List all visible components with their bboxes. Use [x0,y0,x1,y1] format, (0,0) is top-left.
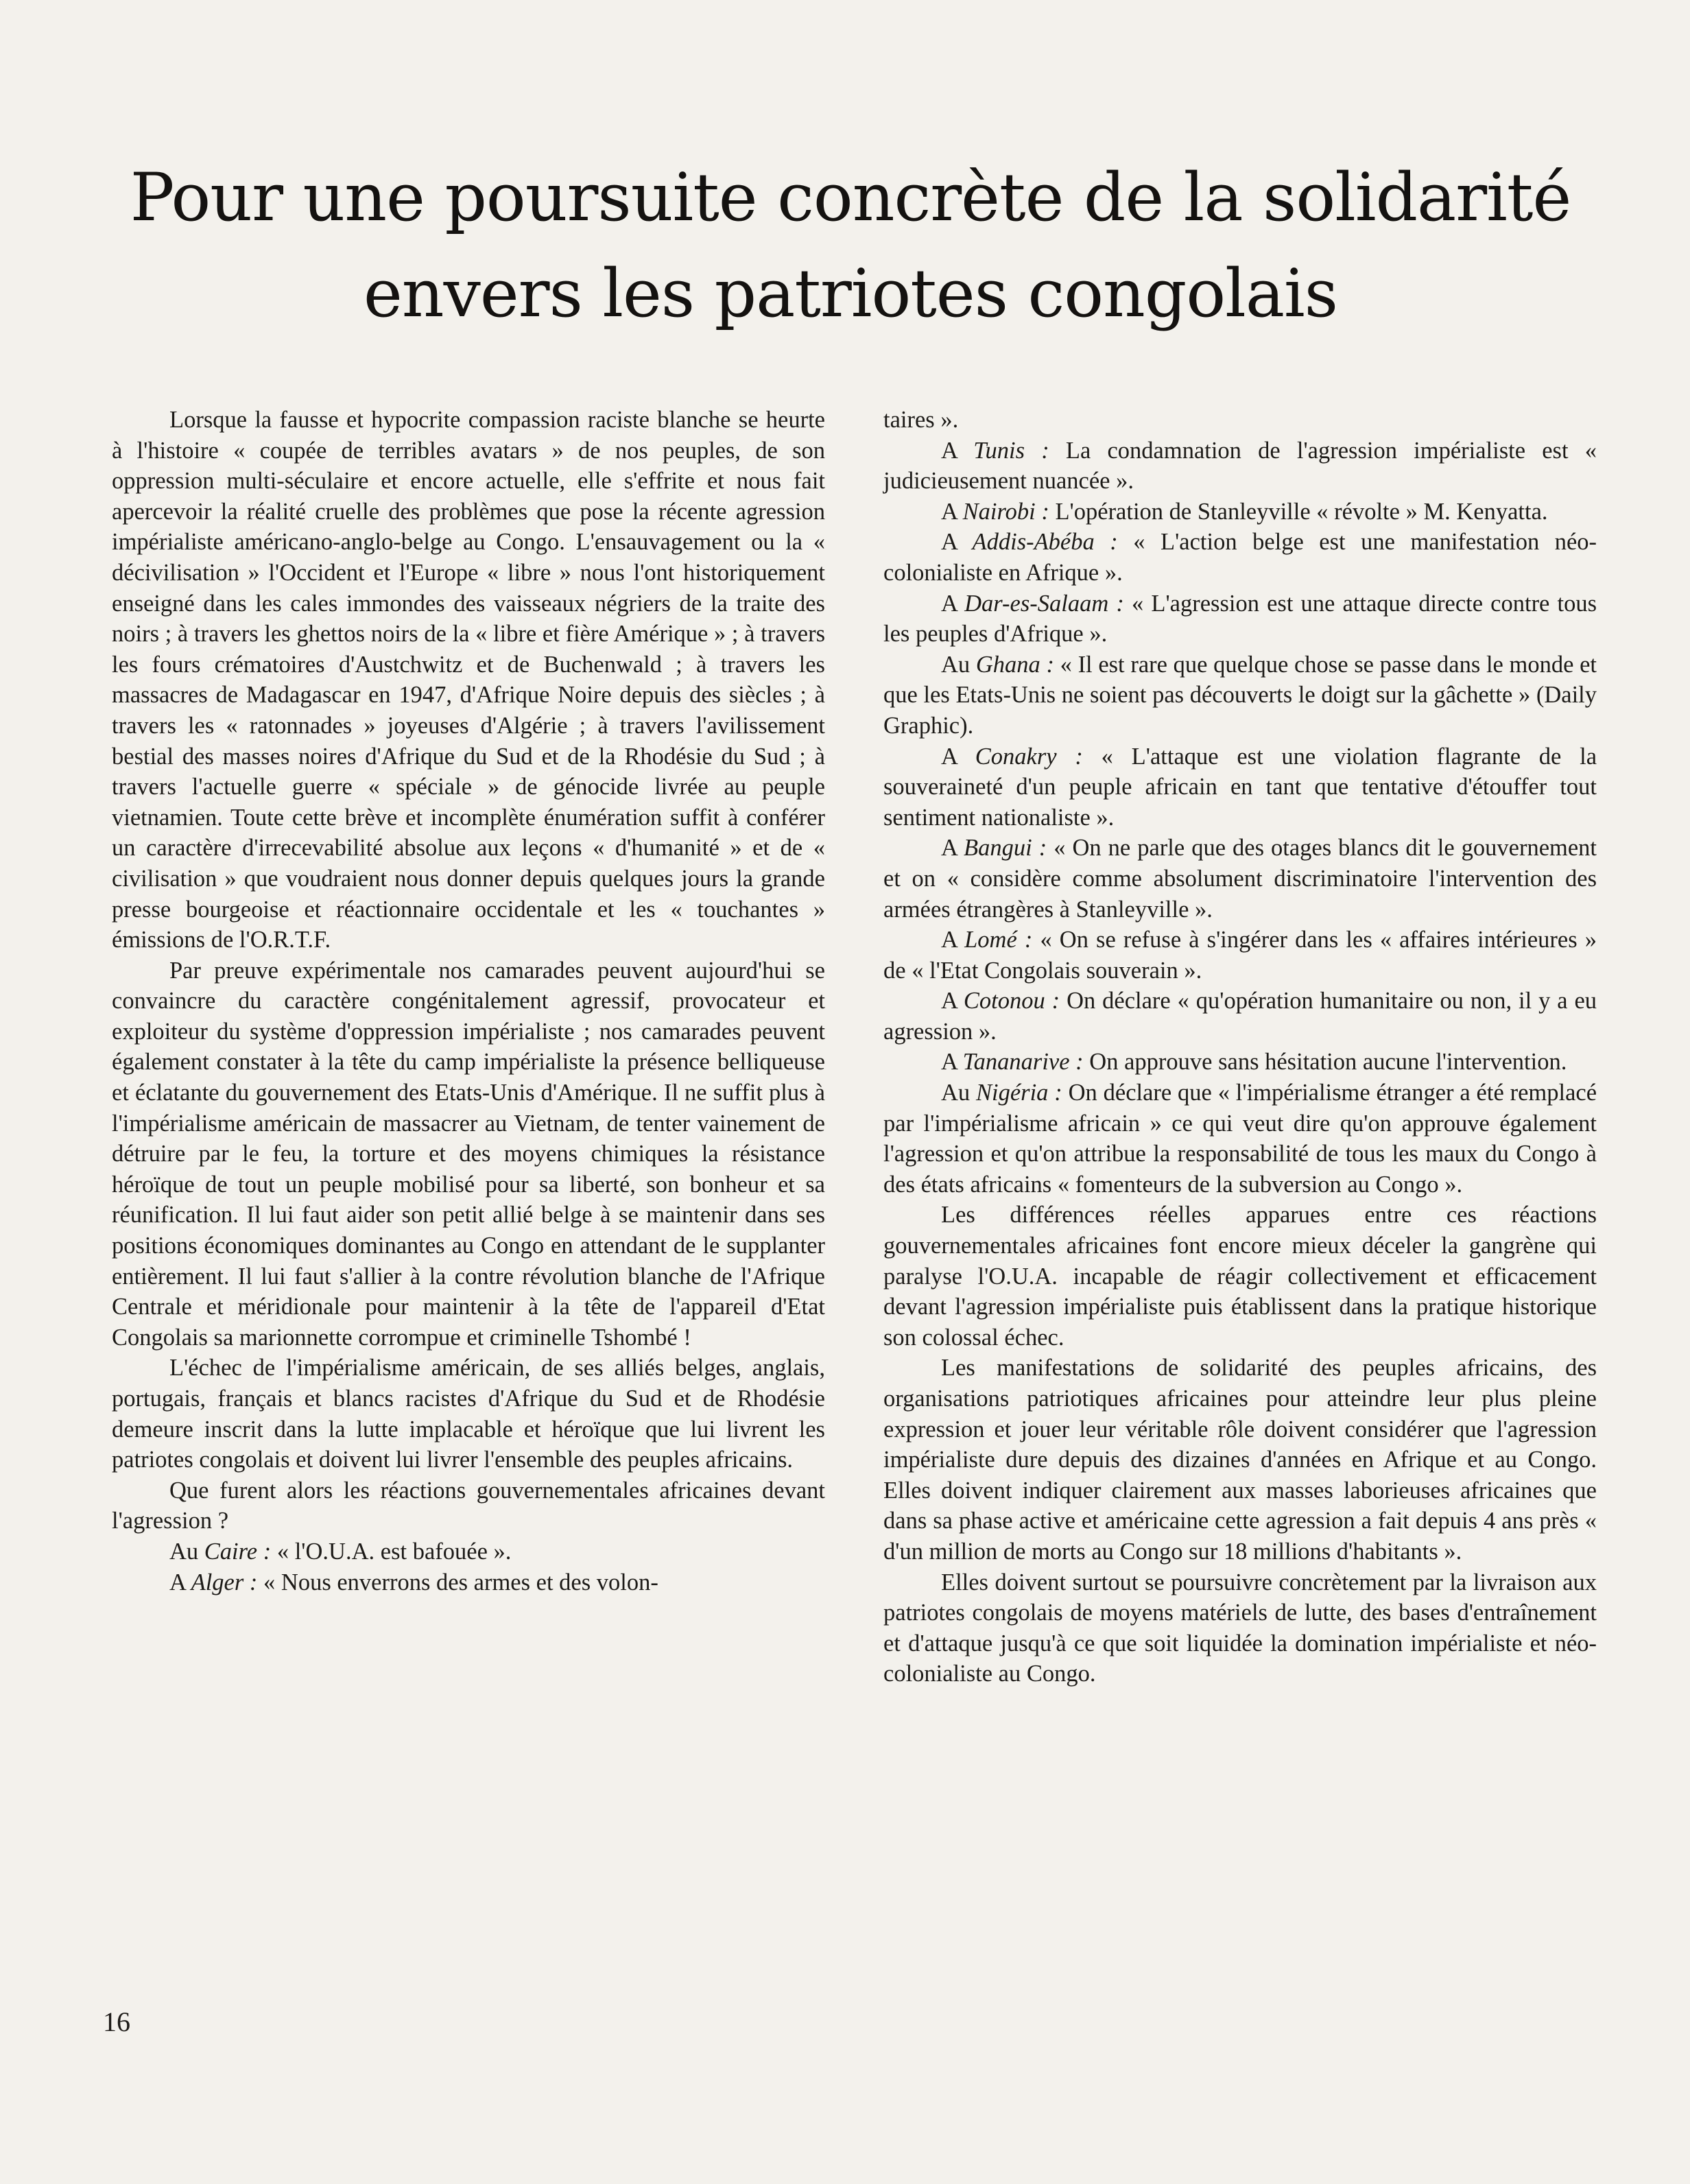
reaction-text: On approuve sans hésitation aucune l'intervention. [1089,1049,1567,1076]
reaction-prefix: A [169,1569,186,1595]
reaction-item [883,741,1597,833]
reaction-text: La condamnation de l'agression impérialiste est « judicieusement nuancée ». [883,437,1597,495]
reaction-place: Lomé : [964,927,1033,953]
reaction-place: Bangui : [964,835,1047,862]
reaction-place: Alger : [191,1569,258,1595]
reaction-place: Conakry : [975,743,1083,770]
right-column [883,405,1597,1689]
paragraph: Lorsque la fausse et hypocrite compassion raciste blanche se heurte à l'histoire « coupée de terribles avatars » de nos peuples, de son oppression multi-séculaire et encore actuelle, elle s'effrite et nous fait apercevoir la réalité cruelle des problèmes que pose la récente agression impérialiste américano-anglo-belge au Congo. L'ensauvagement ou la « décivilisation » l'Occident et l'Europe « libre » nous l'ont historiquement enseigné dans les cales immondes des vaisseaux négriers de la traite des noirs ; à travers les ghettos noirs de la « libre et fière Amérique » ; à travers les fours crématoires d'Austchwitz et de Buchenwald ; à travers les massacres de Madagascar en 1947, d'Afrique Noire depuis des siècles ; à travers les « ratonnades » joyeuses d'Algérie ; à travers l'avilissement bestial des masses noires d'Afrique du Sud et de la Rhodésie du Sud ; à travers l'actuelle guerre « spéciale » de génocide livrée au peuple vietnamien. Toute cette brève et incomplète énumération suffit à conférer un caractère d'irrecevabilité absolue aux leçons « d'humanité » et de « civilisation » que voudraient nous donner depuis quelques jours la grande presse bourgeoise et réactionnaire occidentale et les « touchantes » émissions de l'O.R.T.F. [112,407,825,953]
reaction-item [883,589,1597,650]
reaction-item [883,527,1597,588]
reaction-place: Addis-Abéba : [972,529,1118,556]
reaction-text: « L'attaque est une violation flagrante de la souveraineté d'un peuple africain en tant que tentative d'étouffer tout sentiment nationaliste ». [883,743,1597,831]
reaction-prefix: Au [941,1080,971,1106]
reaction-place: Ghana : [975,651,1054,678]
paragraph: Les manifestations de solidarité des peuples africains, des organisations patriotiques africaines pour atteindre leur plus pleine expression et jouer leur véritable rôle doivent considérer que l'agression impérialiste dure depuis des dizaines d'années en Afrique et au Congo. Elles doivent indiquer clairement aux masses laborieuses africaines que dans sa phase active et américaine cette agression a fait depuis 4 ans près « d'un million de morts au Congo sur 18 millions d'habitants ». [883,1355,1597,1565]
reaction-place: Nigéria : [976,1080,1062,1106]
reaction-place: Tananarive : [962,1049,1084,1076]
reaction-text: « L'action belge est une manifestation néo-colonialiste en Afrique ». [883,529,1597,586]
reaction-item [883,986,1597,1047]
reaction-prefix: A [941,835,957,862]
reaction-prefix: A [941,743,957,770]
reaction-prefix: Au [941,651,971,678]
reaction-prefix: A [941,927,957,953]
reaction-text: « Nous enverrons des armes et des volon- [263,1569,658,1595]
reaction-text: « L'agression est une attaque directe contre tous les peuples d'Afrique ». [883,590,1597,648]
reaction-place: Caire : [204,1538,272,1565]
reaction-item [883,1078,1597,1200]
reaction-prefix: A [941,988,957,1014]
reaction-prefix: A [941,437,957,464]
reaction-item [883,925,1597,986]
reaction-text: « l'O.U.A. est bafouée ». [276,1538,512,1565]
reaction-item [883,497,1597,527]
article-title [96,150,1605,342]
title-line-1: Pour une poursuite concrète de la solidarité [130,159,1571,236]
reaction-item [883,833,1597,925]
reaction-text: On déclare que « l'impérialisme étranger a été remplacé par l'impérialisme africain » ce qui veut dire qu'on approuve également l'agression et qu'on attribue la responsabilité de tous les maux du Congo à des états africains « fomenteurs de la subversion au Congo ». [883,1080,1597,1198]
left-column [112,405,825,1598]
page-number: 16 [103,2006,130,2037]
paragraph: Les différences réelles apparues entre ces réactions gouvernementales africaines font encore mieux déceler la gangrène qui paralyse l'O.U.A. incapable de réagir collectivement et efficacement devant l'agression impérialiste puis établissent dans la pratique historique son colossal échec. [883,1202,1597,1351]
reaction-item [883,650,1597,741]
reaction-prefix: Au [169,1538,199,1565]
reaction-prefix: A [941,529,957,556]
paragraph: Par preuve expérimentale nos camarades peuvent aujourd'hui se convaincre du caractère congénitalement agressif, provocateur et exploiteur du système d'oppression impérialiste ; nos camarades peuvent également constater à la tête du camp impérialiste la présence belliqueuse et éclatante du gouvernement des Etats-Unis d'Amérique. Il ne suffit plus à l'impérialisme américain de massacrer au Vietnam, de tenter vainement de détruire par le feu, la torture et des moyens chimiques la résistance héroïque de tout un peuple mobilisé pour sa liberté, son bonheur et sa réunification. Il lui faut aider son petit allié belge à se maintenir dans ses positions économiques dominantes au Congo en attendant de le supplanter entièrement. Il lui faut s'allier à la contre révolution blanche de l'Afrique Centrale et méridionale pour maintenir à la tête de l'appareil d'Etat Congolais sa marionnette corrompue et criminelle Tshombé ! [112,957,825,1351]
reaction-prefix: A [941,1049,957,1076]
reaction-place: Cotonou : [963,988,1060,1014]
reaction-prefix: A [941,498,957,525]
reaction-text: « On se refuse à s'ingérer dans les « affaires intérieures » de « l'Etat Congolais souverain ». [883,927,1597,984]
title-line-2: envers les patriotes congolais [363,255,1338,332]
reaction-place: Dar-es-Salaam : [964,590,1124,617]
paragraph: L'échec de l'impérialisme américain, de ses alliés belges, anglais, portugais, français et blancs racistes d'Afrique du Sud et de Rhodésie demeure inscrit dans la lutte implacable et héroïque que lui livrent les patriotes congolais et doivent lui livrer l'ensemble des peuples africains. [112,1355,825,1473]
reaction-item [112,1567,825,1598]
paragraph: Elles doivent surtout se poursuivre concrètement par la livraison aux patriotes congolais de moyens matériels de lutte, des bases d'entraînement et d'attaque jusqu'à ce que soit liquidée la domination impérialiste et néo-colonialiste au Congo. [883,1569,1597,1687]
reaction-place: Tunis : [973,437,1049,464]
paragraph: Que furent alors les réactions gouvernementales africaines devant l'agression ? [112,1477,825,1534]
reaction-item [112,1536,825,1567]
reaction-prefix: A [941,590,957,617]
paragraph-continuation: taires ». [883,407,959,433]
reaction-item [883,1047,1597,1078]
reaction-item [883,436,1597,497]
reaction-text: L'opération de Stanleyville « révolte » M. Kenyatta. [1055,498,1548,525]
reaction-text: On déclare « qu'opération humanitaire ou non, il y a eu agression ». [883,988,1597,1045]
reaction-text: « Il est rare que quelque chose se passe dans le monde et que les Etats-Unis ne soient pas découverts le doigt sur la gâchette » (Daily Graphic). [883,651,1597,739]
reaction-text: « On ne parle que des otages blancs dit le gouvernement et on « considère comme absolument discriminatoire l'intervention des armées étrangères à Stanleyville ». [883,835,1597,923]
reaction-place: Nairobi : [962,498,1049,525]
